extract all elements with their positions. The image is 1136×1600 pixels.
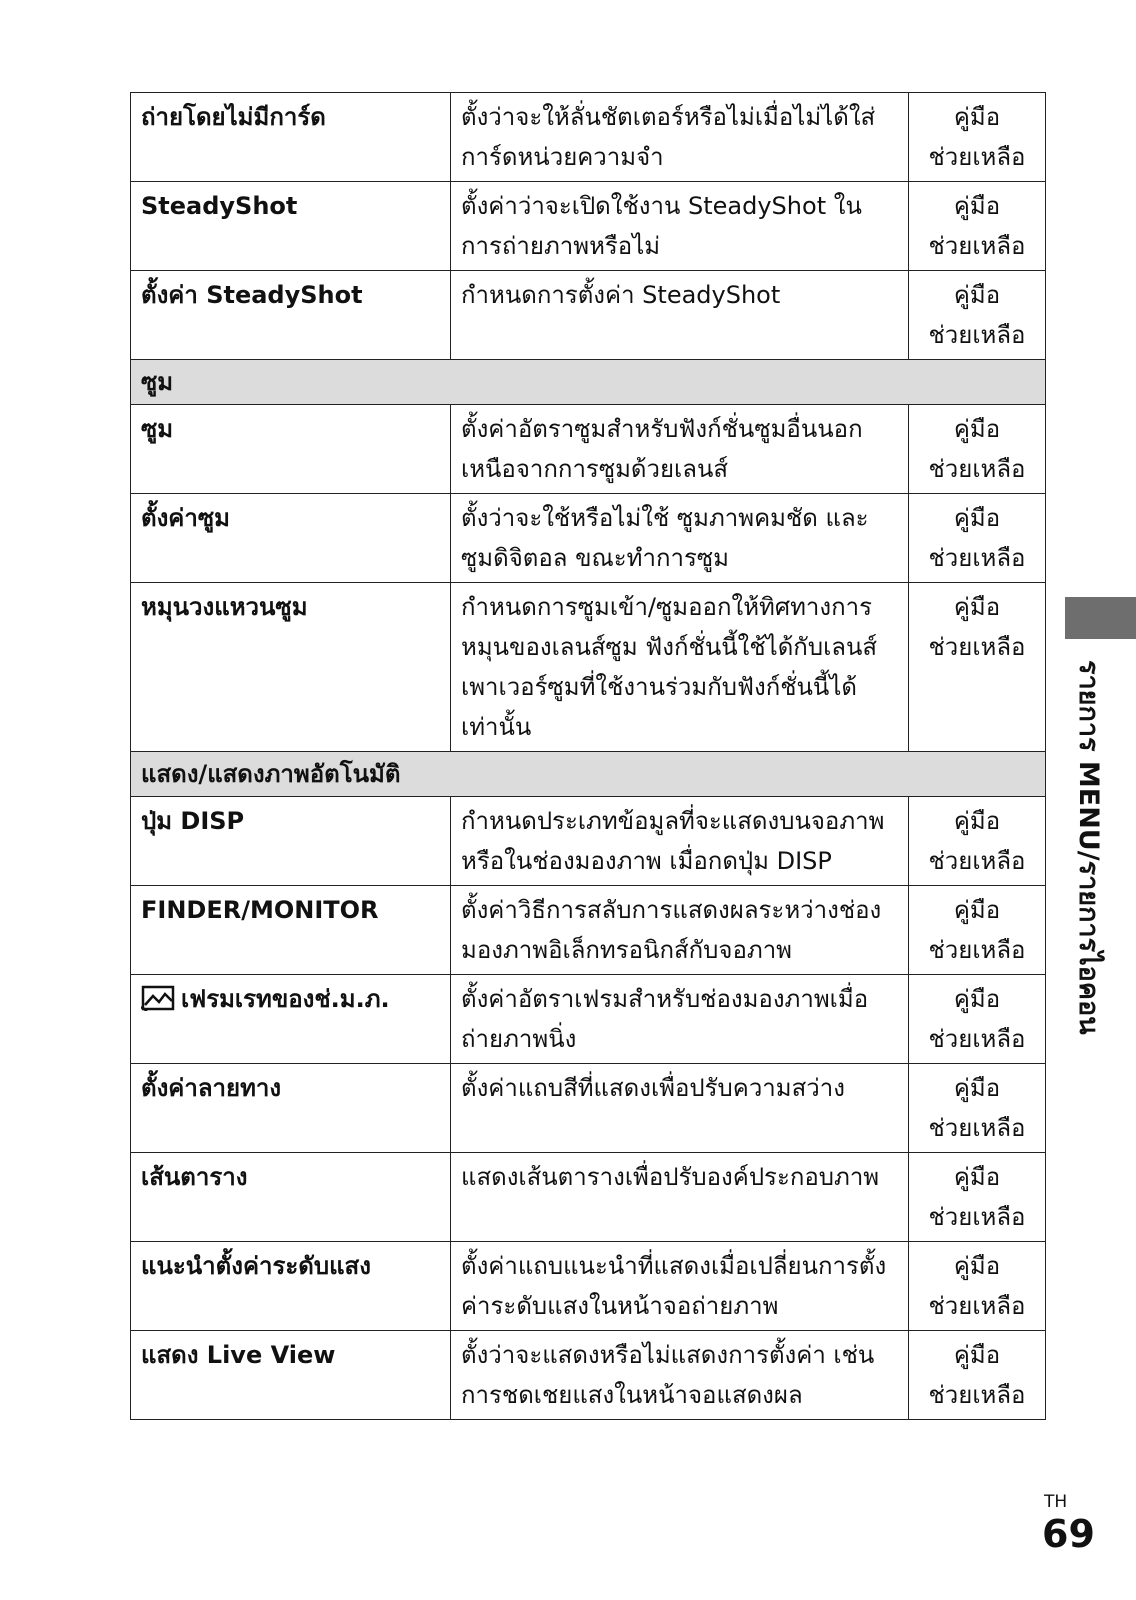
item-name: SteadyShot xyxy=(131,182,451,271)
help-line-1: คู่มือ xyxy=(953,1252,1001,1280)
item-description: แสดงเส้นตารางเพื่อปรับองค์ประกอบภาพ xyxy=(451,1153,909,1242)
help-line-1: คู่มือ xyxy=(953,103,1001,131)
item-name: เส้นตาราง xyxy=(131,1153,451,1242)
help-line-2: ช่วยเหลือ xyxy=(928,544,1026,572)
help-guide-reference xyxy=(909,583,1046,752)
chapter-tab-marker xyxy=(1065,597,1136,639)
help-line-1: คู่มือ xyxy=(953,415,1001,443)
table-row xyxy=(131,583,1046,752)
item-name: ปุ่ม DISP xyxy=(131,797,451,886)
help-guide-reference xyxy=(909,886,1046,975)
viewfinder-still-image-icon xyxy=(141,983,175,1023)
item-name: ตั้งค่าลายทาง xyxy=(131,1064,451,1153)
language-code: TH xyxy=(1044,1492,1068,1512)
help-line-2: ช่วยเหลือ xyxy=(928,1381,1026,1409)
help-line-1: คู่มือ xyxy=(953,1341,1001,1369)
table-row xyxy=(131,271,1046,360)
table-row xyxy=(131,1242,1046,1331)
item-name: แนะนำตั้งค่าระดับแสง xyxy=(131,1242,451,1331)
item-description: ตั้งค่าแถบแนะนำที่แสดงเมื่อเปลี่ยนการตั้งค่าระดับแสงในหน้าจอถ่ายภาพ xyxy=(451,1242,909,1331)
help-line-1: คู่มือ xyxy=(953,1074,1001,1102)
help-guide-reference xyxy=(909,1331,1046,1420)
item-description: กำหนดการซูมเข้า/ซูมออกให้ทิศทางการหมุนของเลนส์ซูม ฟังก์ชั่นนี้ใช้ได้กับเลนส์เพาเวอร์ซูมที่ใช้งานร่วมกับฟังก์ชั่นนี้ได้เท่านั้น xyxy=(451,583,909,752)
help-guide-reference xyxy=(909,797,1046,886)
help-line-1: คู่มือ xyxy=(953,504,1001,532)
help-line-1: คู่มือ xyxy=(953,807,1001,835)
help-line-2: ช่วยเหลือ xyxy=(928,1025,1026,1053)
help-guide-reference xyxy=(909,975,1046,1064)
table-row xyxy=(131,405,1046,494)
help-guide-reference xyxy=(909,1153,1046,1242)
item-description: ตั้งว่าจะใช้หรือไม่ใช้ ซูมภาพคมชัด และซูมดิจิตอล ขณะทำการซูม xyxy=(451,494,909,583)
item-description: ตั้งว่าจะแสดงหรือไม่แสดงการตั้งค่า เช่นการชดเชยแสงในหน้าจอแสดงผล xyxy=(451,1331,909,1420)
item-name-cell xyxy=(131,975,451,1064)
table-row xyxy=(131,1153,1046,1242)
help-guide-reference xyxy=(909,93,1046,182)
help-line-2: ช่วยเหลือ xyxy=(928,1203,1026,1231)
help-line-2: ช่วยเหลือ xyxy=(928,143,1026,171)
item-name: เฟรมเรทของช่.ม.ภ. xyxy=(181,985,390,1013)
help-line-1: คู่มือ xyxy=(953,1163,1001,1191)
help-line-2: ช่วยเหลือ xyxy=(928,633,1026,661)
item-description: ตั้งค่าแถบสีที่แสดงเพื่อปรับความสว่าง xyxy=(451,1064,909,1153)
help-line-1: คู่มือ xyxy=(953,985,1001,1013)
help-guide-reference xyxy=(909,405,1046,494)
item-name: แสดง Live View xyxy=(131,1331,451,1420)
help-guide-reference xyxy=(909,182,1046,271)
help-line-2: ช่วยเหลือ xyxy=(928,936,1026,964)
table-row xyxy=(131,797,1046,886)
item-description: ตั้งว่าจะให้ลั่นชัตเตอร์หรือไม่เมื่อไม่ได้ใส่การ์ดหน่วยความจำ xyxy=(451,93,909,182)
page-number: 69 xyxy=(1042,1512,1095,1556)
help-line-1: คู่มือ xyxy=(953,896,1001,924)
section-title: แสดง/แสดงภาพอัตโนมัติ xyxy=(131,752,1046,797)
table-row xyxy=(131,93,1046,182)
help-line-2: ช่วยเหลือ xyxy=(928,847,1026,875)
table-row xyxy=(131,975,1046,1064)
item-name: ตั้งค่าซูม xyxy=(131,494,451,583)
help-guide-reference xyxy=(909,494,1046,583)
section-header-row xyxy=(131,752,1046,797)
help-line-1: คู่มือ xyxy=(953,593,1001,621)
help-line-1: คู่มือ xyxy=(953,281,1001,309)
item-description: ตั้งค่าวิธีการสลับการแสดงผลระหว่างช่องมองภาพอิเล็กทรอนิกส์กับจอภาพ xyxy=(451,886,909,975)
table-row xyxy=(131,886,1046,975)
item-description: กำหนดประเภทข้อมูลที่จะแสดงบนจอภาพหรือในช่องมองภาพ เมื่อกดปุ่ม DISP xyxy=(451,797,909,886)
table-row xyxy=(131,1064,1046,1153)
item-description: กำหนดการตั้งค่า SteadyShot xyxy=(451,271,909,360)
help-line-2: ช่วยเหลือ xyxy=(928,455,1026,483)
help-guide-reference xyxy=(909,271,1046,360)
help-line-1: คู่มือ xyxy=(953,192,1001,220)
item-name: FINDER/MONITOR xyxy=(131,886,451,975)
help-line-2: ช่วยเหลือ xyxy=(928,321,1026,349)
help-guide-reference xyxy=(909,1242,1046,1331)
section-header-row xyxy=(131,360,1046,405)
table-row xyxy=(131,1331,1046,1420)
help-line-2: ช่วยเหลือ xyxy=(928,1114,1026,1142)
item-description: ตั้งค่าอัตราซูมสำหรับฟังก์ชั่นซูมอื่นนอกเหนือจากการซูมด้วยเลนส์ xyxy=(451,405,909,494)
item-description: ตั้งค่าว่าจะเปิดใช้งาน SteadyShot ในการถ่ายภาพหรือไม่ xyxy=(451,182,909,271)
item-description: ตั้งค่าอัตราเฟรมสำหรับช่องมองภาพเมื่อถ่ายภาพนิ่ง xyxy=(451,975,909,1064)
item-name: หมุนวงแหวนซูม xyxy=(131,583,451,752)
item-name: ตั้งค่า SteadyShot xyxy=(131,271,451,360)
chapter-side-label: รายการ MENU/รายการไอคอน xyxy=(1073,660,1104,1035)
help-guide-reference xyxy=(909,1064,1046,1153)
table-row xyxy=(131,494,1046,583)
item-name: ซูม xyxy=(131,405,451,494)
table-row xyxy=(131,182,1046,271)
help-line-2: ช่วยเหลือ xyxy=(928,232,1026,260)
section-title: ซูม xyxy=(131,360,1046,405)
help-line-2: ช่วยเหลือ xyxy=(928,1292,1026,1320)
item-name: ถ่ายโดยไม่มีการ์ด xyxy=(131,93,451,182)
menu-items-table xyxy=(130,92,1046,1420)
